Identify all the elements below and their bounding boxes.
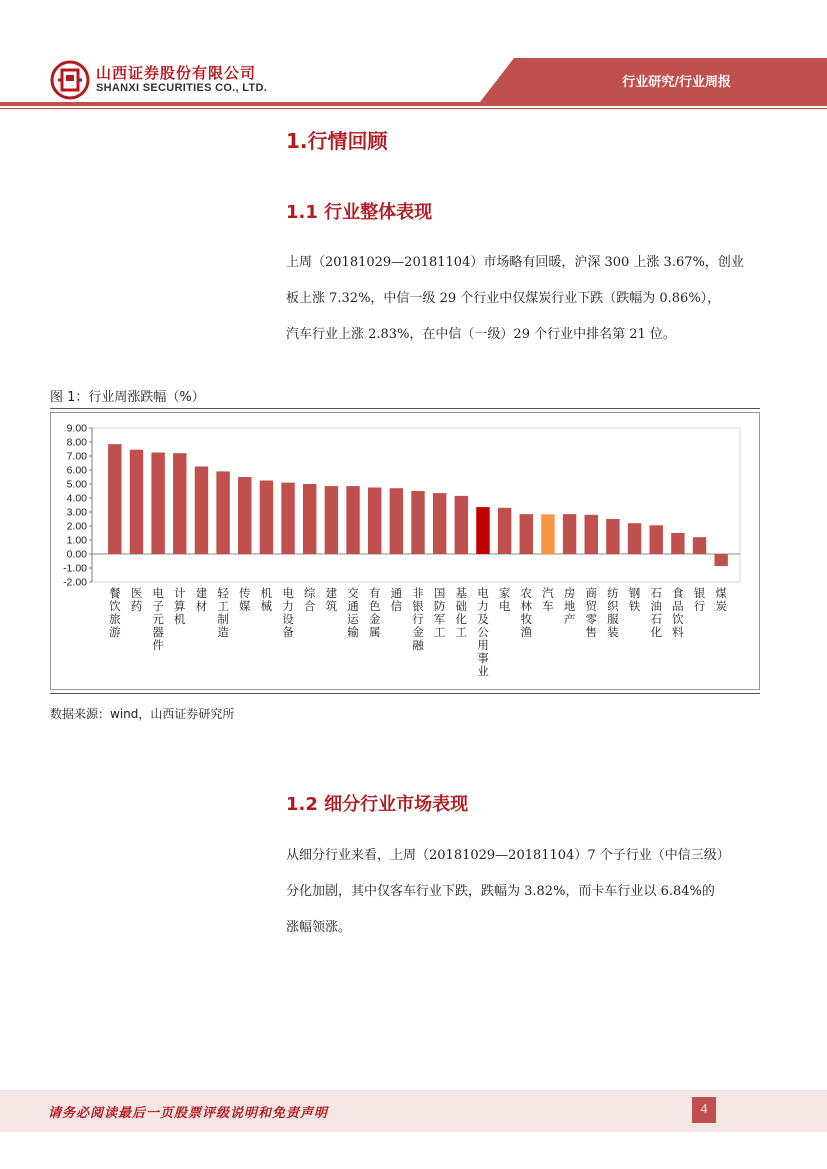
x-tick-label: 电 (282, 586, 294, 600)
figure-source: 数据来源：wind，山西证券研究所 (50, 707, 235, 721)
x-tick-label: 融 (412, 638, 424, 652)
x-tick-label: 汽 (542, 586, 554, 600)
paragraph-line: 分化加剧，其中仅客车行业下跌，跌幅为 3.82%，而卡车行业以 6.84%的 (286, 884, 715, 899)
bar-9 (281, 483, 294, 554)
bar-13 (368, 488, 381, 555)
x-tick-label: 通 (390, 586, 403, 600)
paragraph-sub-industry (286, 838, 756, 946)
bar-5 (195, 467, 208, 555)
x-tick-label: 设 (282, 612, 294, 626)
paragraph-line: 上周（20181029—20181104）市场略有回暖，沪深 300 上涨 3.67%，创业 (286, 255, 744, 270)
x-tick-label: 售 (585, 625, 597, 639)
x-tick-label: 车 (542, 599, 554, 613)
x-tick-label: 电 (477, 586, 489, 600)
bar-29 (714, 554, 727, 566)
x-tick-label: 子 (152, 599, 164, 613)
x-tick-label: 备 (282, 625, 294, 639)
x-tick-label: 电 (498, 599, 511, 613)
x-tick-label: 业 (477, 664, 489, 678)
x-tick-label: 油 (650, 599, 662, 613)
y-tick-label: 3.00 (66, 506, 87, 519)
bar-16 (433, 493, 446, 554)
y-tick-label: -1.00 (63, 562, 87, 575)
x-tick-label: 银 (412, 599, 424, 613)
y-tick-label: 0.00 (66, 548, 87, 561)
x-tick-label: 属 (368, 625, 381, 639)
x-tick-label: 铁 (628, 599, 641, 613)
x-tick-label: 算 (174, 599, 186, 613)
x-tick-label: 础 (455, 599, 468, 613)
x-tick-label: 轻 (217, 586, 229, 600)
bar-28 (693, 537, 706, 554)
x-tick-label: 传 (239, 586, 251, 600)
bar-21 (541, 514, 554, 554)
x-tick-label: 煤 (715, 586, 727, 600)
x-tick-label: 商 (585, 586, 597, 600)
paragraph-line: 汽车行业上涨 2.83%，在中信（一级）29 个行业中排名第 21 位。 (286, 327, 676, 342)
paragraph-line: 从细分行业来看，上周（20181029—20181104）7 个子行业（中信三级） (286, 848, 730, 863)
x-tick-label: 化 (650, 625, 662, 639)
x-tick-label: 器 (152, 625, 164, 639)
x-tick-label: 公 (477, 625, 489, 639)
x-tick-label: 筑 (325, 599, 338, 613)
y-tick-label: 6.00 (66, 464, 87, 477)
x-tick-label: 制 (217, 612, 229, 626)
y-tick-label: 2.00 (66, 520, 87, 533)
x-tick-label: 综 (303, 586, 316, 600)
paragraph-line: 板上涨 7.32%，中信一级 29 个行业中仅煤炭行业下跌（跌幅为 0.86%）， (286, 291, 721, 306)
x-tick-label: 力 (477, 599, 489, 613)
page-number: 4 (692, 1097, 716, 1123)
x-tick-label: 力 (282, 599, 294, 613)
x-tick-label: 造 (217, 625, 229, 639)
company-name-cn: 山西证券股份有限公司 (96, 64, 257, 82)
x-tick-label: 旅 (109, 612, 121, 626)
figure-title: 图 1：行业周涨跌幅（%） (50, 390, 205, 405)
bar-8 (260, 481, 273, 555)
figure-bottom-rule (50, 693, 760, 694)
bar-14 (390, 488, 403, 554)
bar-18 (476, 507, 489, 554)
y-tick-label: 1.00 (66, 534, 87, 547)
bar-19 (498, 508, 511, 554)
x-tick-label: 服 (607, 612, 619, 626)
x-tick-label: 基 (455, 586, 468, 600)
x-tick-label: 银 (693, 586, 706, 600)
x-tick-label: 有 (368, 586, 381, 600)
x-tick-label: 牧 (520, 612, 533, 626)
bar-15 (411, 491, 424, 554)
bar-7 (238, 477, 251, 554)
bar-4 (173, 453, 186, 554)
company-logo-icon (50, 60, 90, 100)
x-tick-label: 地 (563, 599, 576, 613)
subsection-title-1: 1.1 行业整体表现 (286, 202, 433, 223)
x-tick-label: 运 (347, 612, 359, 626)
bar-22 (563, 514, 576, 554)
x-tick-label: 石 (650, 612, 662, 626)
x-tick-label: 非 (412, 586, 424, 600)
paragraph-line: 涨幅领涨。 (286, 920, 352, 935)
x-tick-label: 机 (174, 612, 186, 626)
x-tick-label: 食 (672, 586, 684, 600)
bar-23 (585, 515, 598, 554)
x-tick-label: 电 (152, 586, 164, 600)
x-tick-label: 药 (130, 599, 143, 613)
x-tick-label: 织 (607, 599, 619, 613)
x-tick-label: 林 (520, 599, 533, 613)
x-tick-label: 化 (455, 612, 468, 626)
x-tick-label: 炭 (715, 599, 727, 613)
y-tick-label: 8.00 (66, 436, 87, 449)
x-tick-label: 金 (412, 625, 424, 639)
bar-2 (130, 450, 143, 554)
section-title: 1.行情回顾 (286, 129, 388, 153)
x-tick-label: 家 (498, 586, 511, 600)
x-tick-label: 饮 (109, 599, 121, 613)
x-tick-label: 钢 (628, 586, 641, 600)
x-tick-label: 游 (109, 625, 121, 639)
x-tick-label: 色 (368, 599, 381, 613)
y-tick-label: 7.00 (66, 450, 87, 463)
bar-11 (325, 486, 338, 554)
bar-17 (455, 496, 468, 554)
x-tick-label: 工 (217, 599, 229, 613)
x-tick-label: 合 (303, 599, 316, 613)
x-tick-label: 防 (433, 599, 446, 613)
x-tick-label: 装 (607, 625, 619, 639)
company-name-en: SHANXI SECURITIES CO., LTD. (96, 82, 268, 94)
bar-24 (606, 519, 619, 554)
x-tick-label: 建 (195, 586, 208, 600)
bar-25 (628, 523, 641, 554)
industry-weekly-change-chart (50, 412, 760, 690)
page-header (0, 0, 827, 110)
x-tick-label: 纺 (607, 586, 619, 600)
paragraph-overall (286, 245, 756, 353)
bar-3 (151, 453, 164, 555)
x-tick-label: 工 (433, 625, 446, 639)
y-tick-label: -2.00 (63, 576, 87, 589)
x-tick-label: 机 (260, 586, 273, 600)
x-tick-label: 元 (152, 612, 164, 626)
x-tick-label: 渔 (520, 625, 533, 639)
x-tick-label: 国 (433, 586, 446, 600)
x-tick-label: 械 (260, 599, 273, 613)
x-tick-label: 材 (195, 599, 208, 613)
bar-chart (50, 412, 760, 690)
x-tick-label: 用 (477, 638, 489, 652)
x-tick-label: 餐 (109, 586, 121, 600)
header-rule-thin (0, 108, 827, 109)
x-tick-label: 件 (152, 638, 164, 652)
x-tick-label: 通 (347, 599, 359, 613)
bar-12 (346, 486, 359, 554)
y-tick-label: 5.00 (66, 478, 87, 491)
x-tick-label: 饮 (672, 612, 684, 626)
x-tick-label: 事 (477, 651, 489, 665)
x-tick-label: 计 (174, 586, 186, 600)
subsection-title-2: 1.2 细分行业市场表现 (286, 794, 469, 815)
x-tick-label: 石 (650, 586, 662, 600)
y-tick-label: 9.00 (66, 422, 87, 435)
x-tick-label: 医 (130, 586, 143, 600)
y-tick-label: 4.00 (66, 492, 87, 505)
x-tick-label: 行 (693, 599, 706, 613)
bar-20 (520, 514, 533, 554)
x-tick-label: 输 (347, 625, 359, 639)
x-tick-label: 房 (563, 586, 576, 600)
report-type-tag: 行业研究/行业周报 (622, 75, 731, 90)
x-tick-label: 品 (672, 599, 684, 613)
x-tick-label: 媒 (239, 599, 251, 613)
x-tick-label: 交 (347, 586, 359, 600)
x-tick-label: 行 (412, 612, 424, 626)
bar-26 (649, 525, 662, 554)
x-tick-label: 及 (477, 612, 489, 626)
bar-27 (671, 533, 684, 554)
x-tick-label: 产 (563, 612, 576, 626)
x-tick-label: 军 (433, 612, 446, 626)
x-tick-label: 零 (585, 612, 597, 626)
x-tick-label: 建 (325, 586, 338, 600)
x-tick-label: 金 (368, 612, 381, 626)
x-tick-label: 料 (672, 625, 684, 639)
bar-1 (108, 444, 121, 554)
disclaimer-notice: 请务必阅读最后一页股票评级说明和免责声明 (48, 1106, 329, 1121)
bar-10 (303, 484, 316, 554)
header-rule (0, 102, 827, 106)
x-tick-label: 信 (390, 599, 403, 613)
figure-top-rule (50, 408, 760, 409)
x-tick-label: 工 (455, 625, 468, 639)
x-tick-label: 农 (520, 586, 533, 600)
x-tick-label: 贸 (585, 599, 597, 613)
bar-6 (216, 471, 229, 554)
